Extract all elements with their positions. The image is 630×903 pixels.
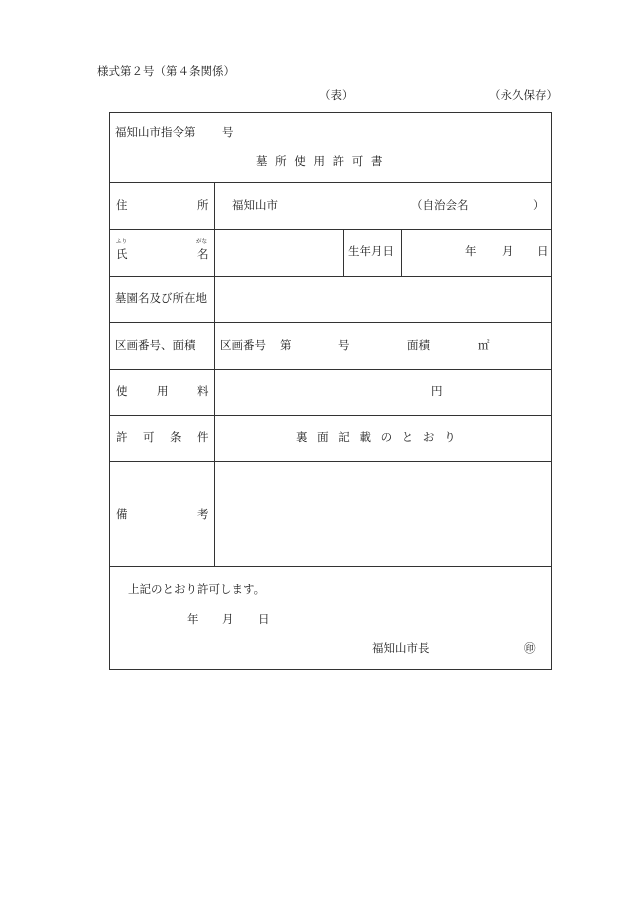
row-divider [110,276,551,277]
footer-month: 月 [222,612,234,626]
remarks-label-right: 考 [197,507,209,521]
plot-area-unit: ㎡ [478,338,490,352]
name-ruby-right: がな [196,239,208,245]
row-divider [110,566,551,567]
birth-month-label: 月 [502,244,514,258]
conditions-label-1: 許 [116,430,128,444]
plot-area-label: 面積 [407,338,430,352]
row-divider [110,369,551,370]
side-label: （表） [319,88,354,102]
approval-statement: 上記のとおり許可します。 [128,582,266,596]
mayor-title: 福知山市長 [372,641,430,655]
directive-prefix: 福知山市指令第 [115,125,196,139]
plot-number-label: 区画番号 [220,338,266,352]
label-column-divider [214,182,215,566]
conditions-text: 裏 面 記 載 の と お り [296,430,459,444]
conditions-label-4: 件 [197,430,209,444]
fee-label-3: 料 [197,384,209,398]
row-divider [110,415,551,416]
birthdate-label: 生年月日 [348,244,394,258]
form-title: 墓 所 使 用 許 可 書 [256,154,385,168]
conditions-label-3: 条 [170,430,182,444]
retention-label: （永久保存） [489,88,558,102]
name-ruby-left: ふり [116,239,128,245]
fee-label-2: 用 [157,384,169,398]
footer-day: 日 [258,612,270,626]
association-close: ） [533,198,545,212]
row-divider [110,461,551,462]
cemetery-label: 墓園名及び所在地 [115,291,207,305]
seal-icon: ㊞ [524,641,536,655]
name-label-right: 名 [197,247,209,261]
address-label-right: 所 [197,198,209,212]
conditions-label-2: 可 [143,430,155,444]
birth-value-divider [401,229,402,276]
row-divider [110,322,551,323]
form-number: 様式第２号（第４条関係） [97,64,235,78]
address-label-left: 住 [116,198,128,212]
address-city: 福知山市 [232,198,278,212]
plot-label: 区画番号、面積 [115,338,196,352]
row-divider [110,229,551,230]
footer-year: 年 [187,612,199,626]
plot-go: 号 [338,338,350,352]
remarks-label-left: 備 [116,507,128,521]
plot-dai: 第 [280,338,292,352]
name-label-left: 氏 [116,247,128,261]
fee-unit: 円 [431,384,443,398]
name-birth-divider [343,229,344,276]
birth-year-label: 年 [465,244,477,258]
row-divider [110,182,551,183]
association-open: （自治会名 [411,198,469,212]
directive-suffix: 号 [222,125,234,139]
fee-label-1: 使 [116,384,128,398]
birth-day-label: 日 [537,244,549,258]
